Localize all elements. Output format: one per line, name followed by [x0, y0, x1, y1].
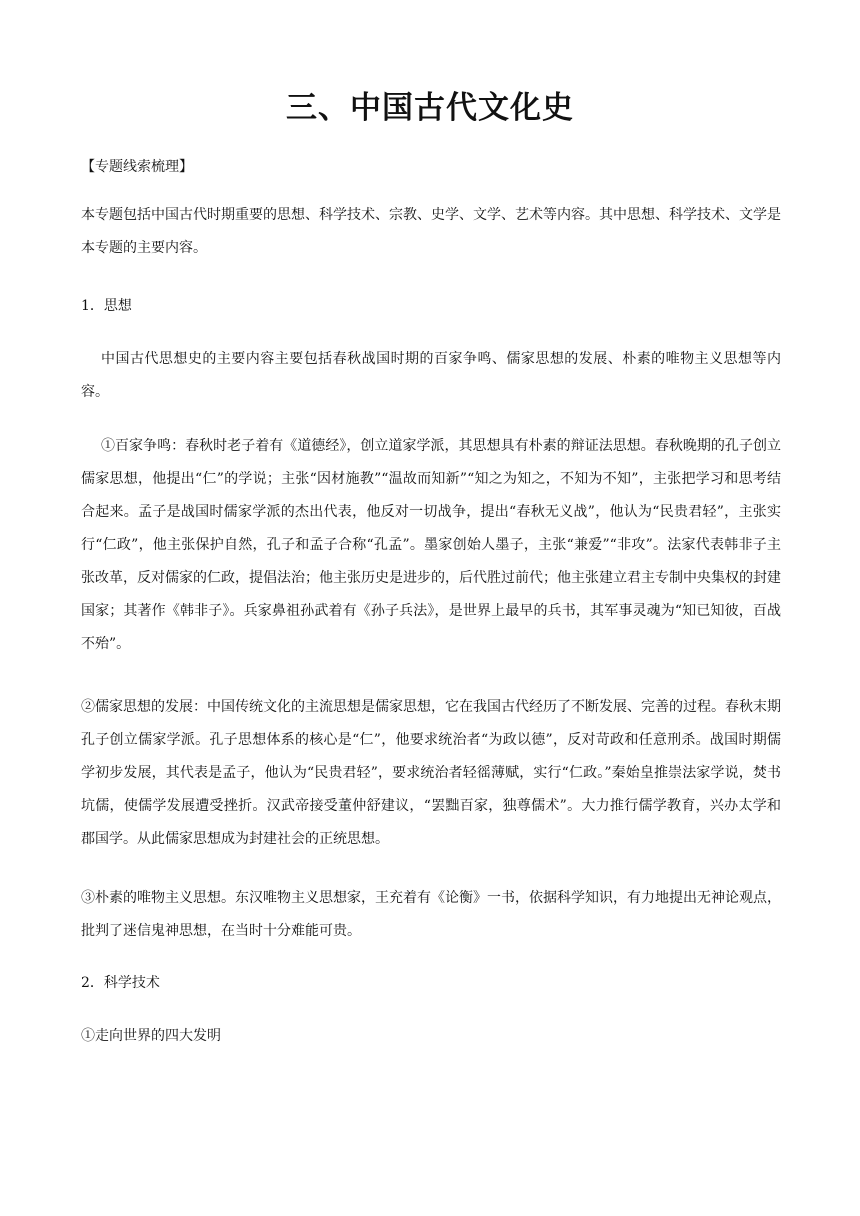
hundred-schools-paragraph: ①百家争鸣：春秋时老子着有《道德经》，创立道家学派，其思想具有朴素的辩证法思想。春秋晚期的孔子创立儒家思想，他提出“仁”的学说；主张“因材施教”“温故而知新”“知之为知之，不知为不知”，主张把学习和思考结合起来。孟子是战国时儒家学派的杰出代表，他反对一切战争，提出“春秋无义战”，他认为“民贵君轻”，主张实行“仁政”，他主张保护自然，孔子和孟子合称“孔孟”。墨家创始人墨子，主张“兼爱”“非攻”。法家代表韩非子主张改革，反对儒家的仁政，提倡法治；他主张历史是进步的，后代胜过前代；他主张建立君主专制中央集权的封建国家；其著作《韩非子》。兵家鼻祖孙武着有《孙子兵法》，是世界上最早的兵书，其军事灵魂为“知已知彼，百战不殆”。 — [81, 438, 781, 652]
subheading-four-inventions: ①走向世界的四大发明 — [81, 1028, 221, 1044]
heading-thought: 1．思想 — [81, 298, 132, 314]
heading-science: 2．科学技术 — [81, 975, 160, 991]
page-title: 三、中国古代文化史 — [286, 90, 574, 126]
confucianism-paragraph: ②儒家思想的发展：中国传统文化的主流思想是儒家思想，它在我国古代经历了不断发展、完善的过程。春秋末期孔子创立儒家学派。孔子思想体系的核心是“仁”，他要求统治者“为政以德”，反对苛政和任意刑杀。战国时期儒学初步发展，其代表是孟子，他认为“民贵君轻”，要求统治者轻徭薄赋，实行“仁政。”秦始皇推崇法家学说，焚书坑儒，使儒学发展遭受挫折。汉武帝接受董仲舒建议，“罢黜百家，独尊儒术”。大力推行儒学教育，兴办太学和郡国学。从此儒家思想成为封建社会的正统思想。 — [81, 699, 781, 847]
thought-intro-paragraph: 中国古代思想史的主要内容主要包括春秋战国时期的百家争鸣、儒家思想的发展、朴素的唯物主义思想等内容。 — [81, 351, 781, 400]
section-label: 【专题线索梳理】 — [81, 159, 193, 175]
intro-paragraph: 本专题包括中国古代时期重要的思想、科学技术、宗教、史学、文学、艺术等内容。其中思想、科学技术、文学是本专题的主要内容。 — [81, 207, 781, 256]
materialism-paragraph: ③朴素的唯物主义思想。东汉唯物主义思想家，王充着有《论衡》一书，依据科学知识，有力地提出无神论观点，批判了迷信鬼神思想，在当时十分难能可贵。 — [81, 890, 781, 939]
